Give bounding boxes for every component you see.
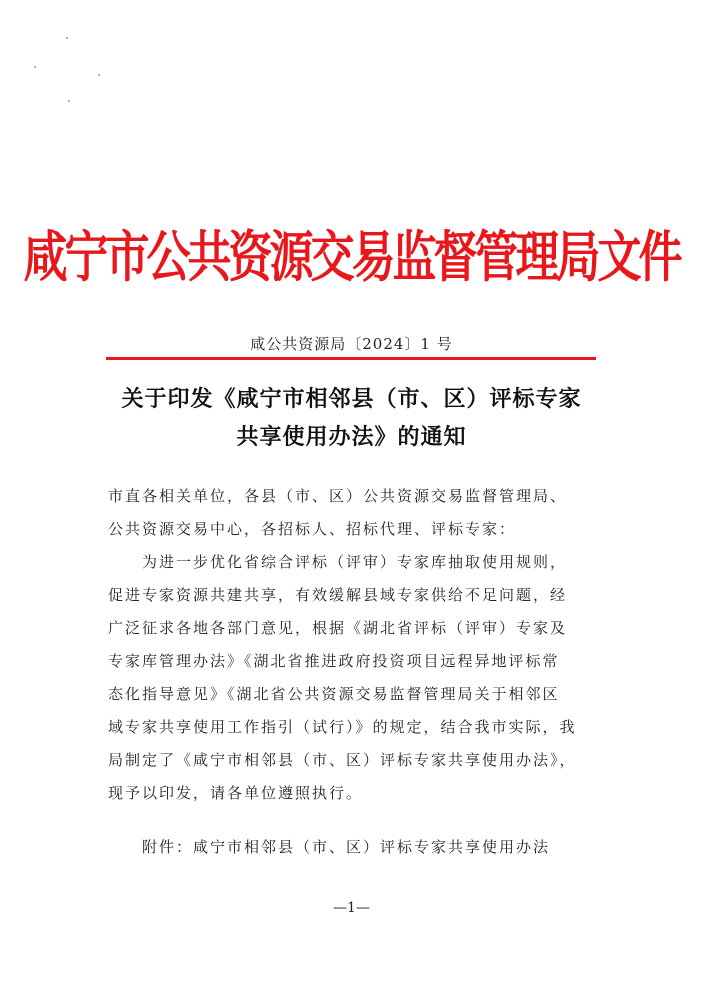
scan-speck [68,100,70,102]
body-line-paragraph: 专家库管理办法》《湖北省推进政府投资项目远程异地评标常 [108,652,560,670]
body-line-paragraph: 广泛征求各地各部门意见，根据《湖北省评标（评审）专家及 [108,619,568,637]
body-line-paragraph: 现予以印发，请各单位遵照执行。 [108,784,364,802]
document-number: 咸公共资源局〔2024〕1 号 [250,335,453,353]
body-line-paragraph: 局制定了《咸宁市相邻县（市、区）评标专家共享使用办法》， [108,751,577,769]
body-line-paragraph: 为进一步优化省综合评标（评审）专家库抽取使用规则， [108,553,568,571]
body-line-paragraph: 态化指导意见》《湖北省公共资源交易监督管理局关于相邻区 [108,685,560,703]
body-line-paragraph: 促进专家资源共建共享，有效缓解县域专家供给不足问题，经 [108,586,568,604]
body-line-recipients-2: 公共资源交易中心，各招标人、招标代理、评标专家： [108,520,517,538]
body-line-recipients-1: 市直各相关单位，各县（市、区）公共资源交易监督管理局、 [108,487,568,505]
attachment-line: 附件：咸宁市相邻县（市、区）评标专家共享使用办法 [108,838,551,856]
page-number: —1— [333,900,370,916]
scan-speck [66,37,68,39]
scan-speck [34,66,36,68]
notice-title-line-2: 共享使用办法》的通知 [236,424,467,450]
body-line-paragraph: 域专家共享使用工作指引（试行）》的规定，结合我市实际，我 [108,718,577,736]
scan-speck [98,74,100,76]
red-divider-rule [106,357,596,360]
issuer-header-title: 咸宁市公共资源交易监督管理局文件 [23,225,680,290]
notice-title-line-1: 关于印发《咸宁市相邻县（市、区）评标专家 [121,386,582,412]
